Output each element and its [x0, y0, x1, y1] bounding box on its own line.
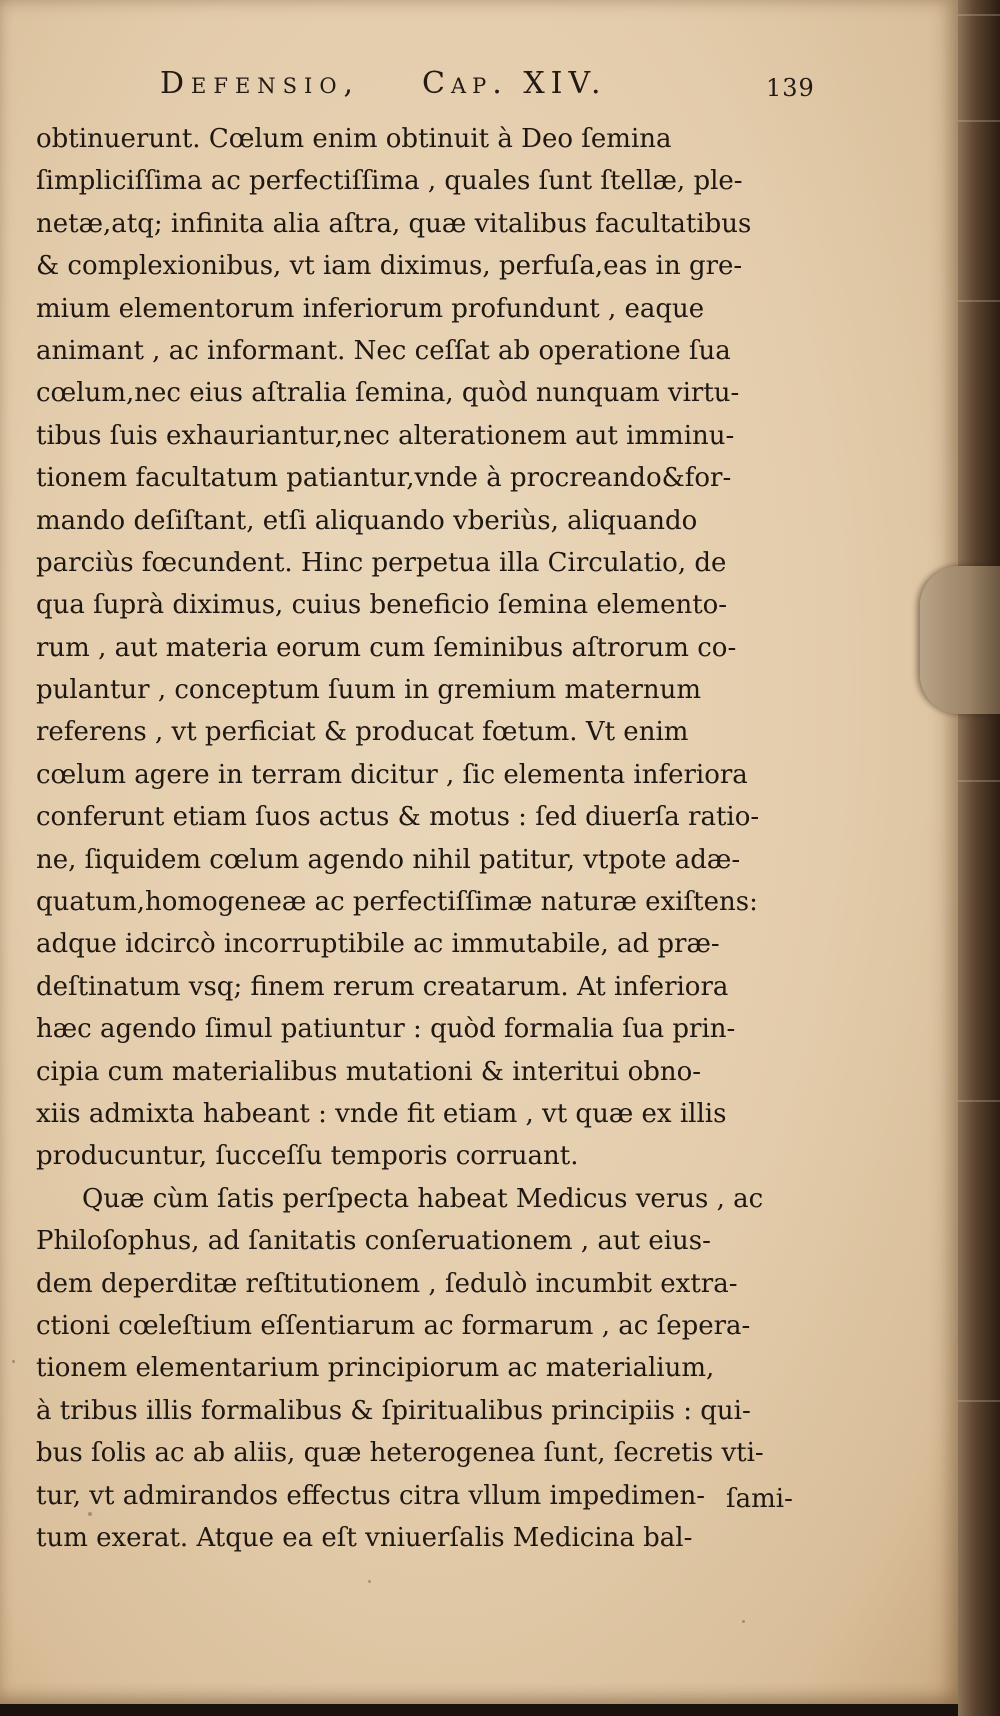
text-line: tionem facultatum patiantur,vnde à procreando&for-: [36, 463, 732, 494]
text-line: rum , aut materia eorum cum ſeminibus aſtrorum co-: [36, 632, 737, 663]
text-line: obtinuerunt. Cœlum enim obtinuit à Deo ſemina: [36, 124, 672, 154]
paper-speck: [368, 1580, 371, 1583]
paper-speck: [88, 1512, 92, 1516]
text-line: mium elementorum inferiorum profundunt , eaque: [36, 293, 705, 324]
text-line: qua ſuprà diximus, cuius beneficio ſemina elemento-: [36, 590, 728, 621]
text-line: Philoſophus, ad ſanitatis conſeruationem , aut eius-: [36, 1226, 711, 1257]
text-line: netæ,atq; infinita alia aſtra, quæ vitalibus facultatibus: [36, 208, 752, 239]
text-line: dem deperditæ reſtitutionem , ſedulò incumbit extra-: [36, 1268, 738, 1299]
paragraph-first-line: Quæ cùm ſatis perſpecta habeat Medicus verus , ac: [82, 1183, 764, 1214]
book-edge: [958, 0, 1000, 1716]
page-tab: [920, 566, 1000, 714]
text-line: tibus ſuis exhauriantur,nec alterationem aut imminu-: [36, 420, 735, 451]
running-title: Defensio,: [160, 66, 361, 101]
text-line: deſtinatum vsq; finem rerum creatarum. At inferiora: [36, 971, 729, 1002]
text-line: tionem elementarium principiorum ac materialium,: [36, 1353, 715, 1384]
text-line: producuntur, ſucceſſu temporis corruant.: [36, 1141, 579, 1172]
text-line: tum exerat. Atque ea eſt vniuerſalis Medicina bal-: [36, 1522, 693, 1553]
text-line: mando deſiſtant, etſi aliquando vberiùs, aliquando: [36, 505, 698, 536]
text-line: ſimpliciſſima ac perfectiſſima , quales ſunt ſtellæ, ple-: [36, 166, 743, 197]
chapter-heading: Cap. XIV.: [422, 66, 607, 101]
text-line: cœlum,nec eius aſtralia ſemina, quòd nunquam virtu-: [36, 378, 740, 409]
text-line: referens , vt perficiat & producat fœtum. Vt enim: [36, 717, 689, 748]
text-line: xiis admixta habeant : vnde fit etiam , vt quæ ex illis: [36, 1098, 727, 1129]
text-line: parciùs fœcundent. Hinc perpetua illa Circulatio, de: [36, 547, 727, 578]
text-line: tur, vt admirandos effectus citra vllum impedimen-: [36, 1480, 706, 1511]
text-line: adque idcircò incorruptibile ac immutabile, ad præ-: [36, 929, 720, 960]
paper-speck: [12, 1360, 15, 1363]
text-line: pulantur , conceptum ſuum in gremium maternum: [36, 675, 702, 706]
text-line: bus ſolis ac ab aliis, quæ heterogenea ſunt, ſecretis vti-: [36, 1438, 764, 1469]
text-line: & complexionibus, vt iam diximus, perfuſa,eas in gre-: [36, 251, 743, 282]
text-line: cœlum agere in terram dicitur , ſic elementa inferiora: [36, 759, 748, 790]
page-number: 139: [766, 74, 815, 102]
text-line: cipia cum materialibus mutationi & interitui obno-: [36, 1056, 702, 1087]
body-text: [36, 118, 844, 1559]
text-line: quatum,homogeneæ ac perfectiſſimæ naturæ exiſtens:: [36, 887, 758, 918]
paper-speck: [742, 1620, 745, 1623]
text-line: hæc agendo ſimul patiuntur : quòd formalia ſua prin-: [36, 1014, 736, 1045]
text-line: ctioni cœleſtium eſſentiarum ac formarum , ac ſepera-: [36, 1310, 751, 1341]
catchword: ſami-: [726, 1484, 793, 1514]
page-header: [160, 66, 860, 106]
text-line: ne, ſiquidem cœlum agendo nihil patitur, vtpote adæ-: [36, 844, 741, 875]
text-line: à tribus illis formalibus & ſpiritualibus principiis : qui-: [36, 1395, 751, 1426]
text-line: animant , ac informant. Nec ceſſat ab operatione ſua: [36, 335, 731, 366]
text-line: conferunt etiam ſuos actus & motus : ſed diuerſa ratio-: [36, 802, 760, 833]
